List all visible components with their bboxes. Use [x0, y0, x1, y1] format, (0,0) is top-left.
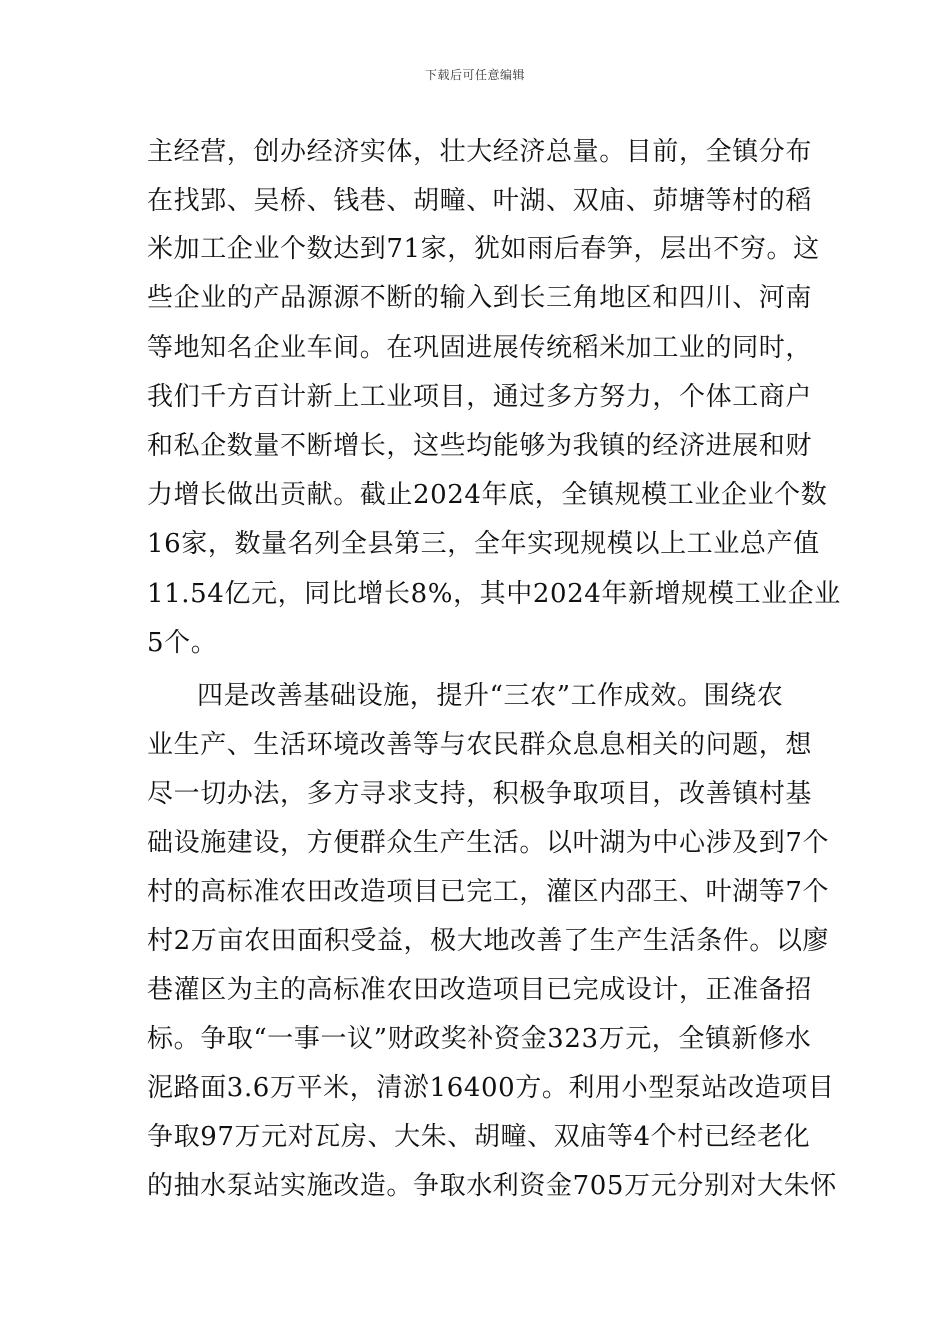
text-line: 争取97万元对瓦房、大朱、胡疃、双庙等4个村已经老化 — [147, 1122, 811, 1152]
text-line: 力增长做出贡献。截止2024年底，全镇规模工业企业个数 — [147, 480, 828, 510]
text-line: 巷灌区为主的高标准农田改造项目已完成设计，正准备招 — [147, 975, 813, 1005]
text-line: 米加工企业个数达到71家，犹如雨后春笋，层出不穷。这 — [147, 234, 820, 264]
text-line: 些企业的产品源源不断的输入到长三角地区和四川、河南 — [147, 283, 813, 313]
text-line: 在找郢、吴桥、钱巷、胡疃、叶湖、双庙、茆塘等村的稻 — [147, 186, 813, 216]
text-line: 主经营，创办经济实体，壮大经济总量。目前，全镇分布 — [147, 137, 813, 167]
text-line: 和私企数量不断增长，这些均能够为我镇的经济进展和财 — [147, 431, 813, 461]
paragraph-first-line: 四是改善基础设施，提升“三农”工作成效。围绕农 — [197, 681, 784, 711]
text-line: 村的高标准农田改造项目已完工，灌区内邵王、叶湖等7个 — [147, 877, 830, 907]
text-line: 5个。 — [147, 628, 218, 658]
text-line: 16家，数量名列全县第三，全年实现规模以上工业总产值 — [147, 529, 820, 559]
text-line: 业生产、生活环境改善等与农民群众息息相关的问题，想 — [147, 730, 813, 760]
text-line: 11.54亿元，同比增长8%，其中2024年新增规模工业企业 — [147, 579, 841, 609]
text-line: 等地知名企业车间。在巩固进展传统稻米加工业的同时， — [147, 333, 813, 363]
text-line: 标。争取“一事一议”财政奖补资金323万元，全镇新修水 — [147, 1024, 812, 1054]
text-line: 尽一切办法，多方寻求支持，积极争取项目，改善镇村基 — [147, 779, 813, 809]
page-header: 下载后可任意编辑 — [424, 68, 525, 82]
text-line: 础设施建设，方便群众生产生活。以叶湖为中心涉及到7个 — [147, 828, 830, 858]
text-line: 我们千方百计新上工业项目，通过多方努力，个体工商户 — [147, 382, 813, 412]
text-line: 泥路面3.6万平米，清淤16400方。利用小型泵站改造项目 — [147, 1073, 835, 1103]
text-line: 的抽水泵站实施改造。争取水利资金705万元分别对大朱怀 — [147, 1171, 837, 1201]
text-line: 村2万亩农田面积受益，极大地改善了生产生活条件。以廖 — [147, 926, 830, 956]
